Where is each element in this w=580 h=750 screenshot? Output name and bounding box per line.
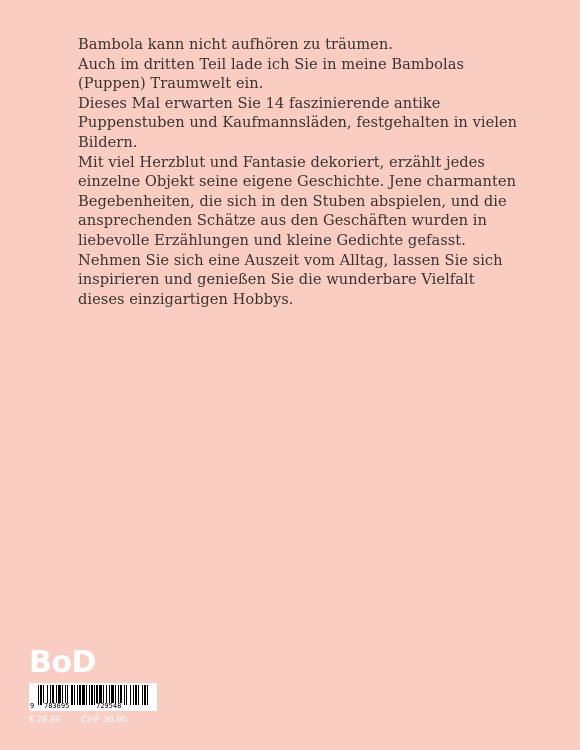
barcode-bar — [91, 685, 93, 705]
blurb-line: (Puppen) Traumwelt ein. — [78, 75, 264, 93]
publisher-logo: BoD — [29, 645, 96, 680]
back-cover-blurb — [78, 35, 538, 309]
blurb-line: Puppenstuben und Kaufmannsläden, festgehalten in vielen — [78, 114, 518, 132]
barcode-bar — [79, 685, 81, 705]
barcode-bar — [135, 685, 137, 705]
isbn-group-2: 729548 — [96, 702, 122, 710]
barcode-bar — [126, 685, 127, 705]
blurb-line: inspirieren und genießen Sie die wunderbare Vielfalt — [78, 271, 475, 289]
barcode-bar — [40, 685, 42, 705]
blurb-line: Dieses Mal erwarten Sie 14 faszinierende antike — [78, 94, 441, 112]
barcode-bar — [89, 685, 90, 705]
barcode-bar — [74, 685, 75, 705]
blurb-line: einzelne Objekt seine eigene Geschichte. Jene charmanten — [78, 173, 517, 191]
blurb-line: ansprechenden Schätze aus den Geschäften wurden in — [78, 212, 487, 230]
barcode-bar — [94, 685, 95, 705]
isbn-barcode — [29, 683, 157, 711]
blurb-line: Nehmen Sie sich eine Auszeit vom Alltag, lassen Sie sich — [78, 251, 503, 269]
barcode-bar — [144, 685, 146, 705]
barcode-bar — [71, 685, 73, 705]
blurb-line: Auch im dritten Teil lade ich Sie in meine Bambolas — [78, 55, 465, 73]
barcode-bar — [82, 685, 85, 705]
barcode-bar — [147, 685, 148, 705]
barcode-bar — [142, 685, 143, 705]
blurb-line: Begebenheiten, die sich in den Stuben abspielen, und die — [78, 192, 507, 210]
isbn-group-1: 783695 — [44, 702, 70, 710]
blurb-line: Mit viel Herzblut und Fantasie dekoriert, erzählt jedes — [78, 153, 485, 171]
barcode-bar — [138, 685, 139, 705]
barcode-bar — [124, 685, 125, 705]
blurb-line: liebevolle Erzählungen und kleine Gedichte gefasst. — [78, 231, 466, 249]
price-eur: € 26.99 — [29, 714, 61, 725]
blurb-line: dieses einzigartigen Hobbys. — [78, 290, 294, 308]
blurb-line: Bambola kann nicht aufhören zu träumen. — [78, 36, 393, 53]
price-chf: CHF 36.90 — [81, 714, 127, 725]
barcode-bar — [38, 685, 39, 705]
blurb-line: Bildern. — [78, 133, 138, 151]
isbn-lead-digit: 9 — [30, 702, 35, 710]
barcode-bar — [77, 685, 78, 705]
barcode-bar — [130, 685, 131, 705]
barcode-bar — [133, 685, 134, 705]
barcode-bar — [86, 685, 87, 705]
